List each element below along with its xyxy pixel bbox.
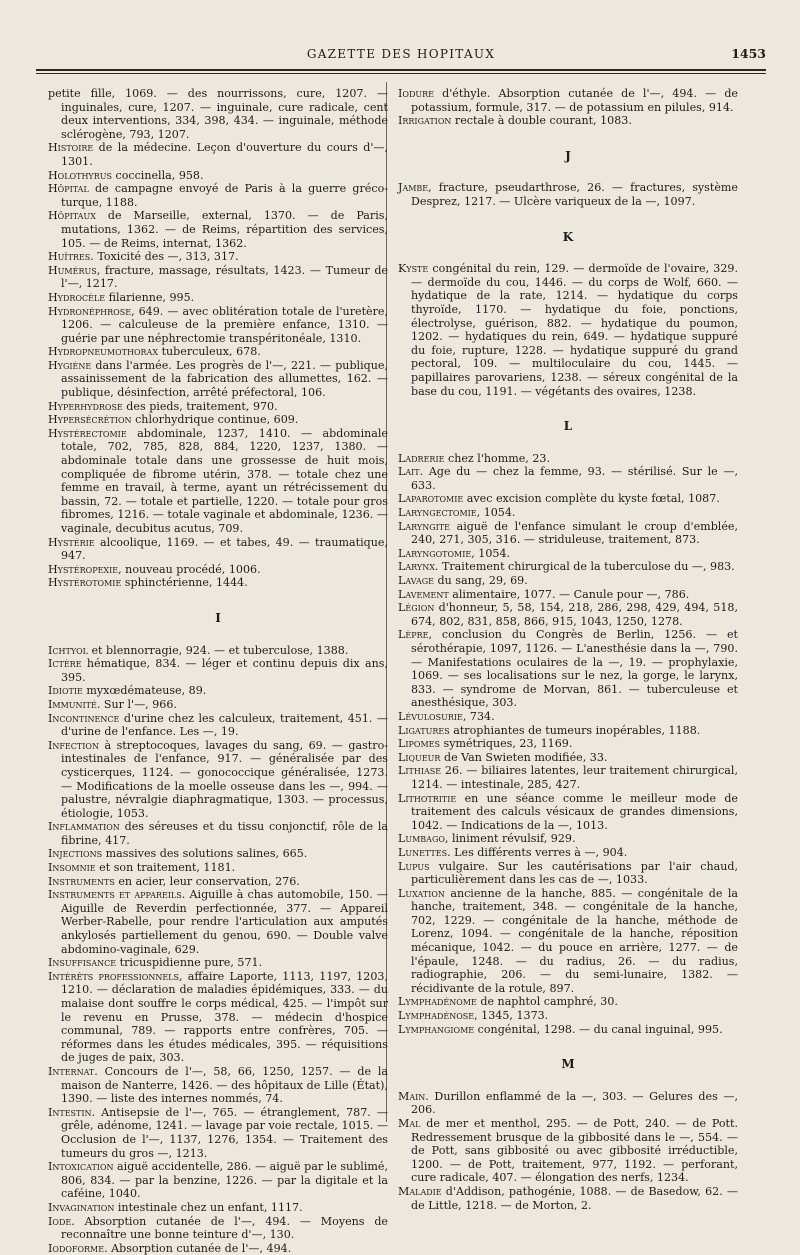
entry-keyword: Jambe [398,181,429,195]
entry-text: . Sur l'—, 966. [96,697,177,711]
index-entry [48,684,388,698]
index-entry [398,1090,738,1117]
entry-text: de campagne envoyé de Paris à la guerre gréco-turque, 1188. [61,182,388,209]
entry-text: . Antisepsie de l'—, 765. — étranglement, 787. — grêle, adénome, 1241. — lavage par voie rectale, 1015. — Occlusion de l'—, 1137, 1276, 1354. — Traitement des tumeurs du gros —, 1213. [61,1105,388,1160]
entry-text: de Marseille, external, 1370. — de Paris, mutations, 1362. — de Reims, répartition des services, 105. — de Reims, internat, 1362. [61,209,388,250]
index-entry [48,305,388,346]
index-entry [398,1023,738,1037]
entry-keyword: Laryngotomie [398,546,472,560]
entry-keyword: Ladrerie [398,451,445,465]
index-group-l [398,452,738,1037]
entry-text: symétriques, 23, 1169. [439,737,573,751]
entry-keyword: Iodure [398,87,434,100]
entry-keyword: Intoxication [48,1160,114,1174]
page-number: 1453 [731,46,766,61]
index-entry [48,141,388,168]
index-entry [398,887,738,996]
entry-keyword: Holothyrus [48,168,112,182]
entry-text: ancienne de la hanche, 885. — congénitale de la hanche, traitement, 348. — congénitale de la hanche, 702, 1229. — congénitale de la hanche, méthode de Lorenz, 1094. — congénitale de la hanche, réposition mécanique, 1042. — du pouce en arrière, 1277. — de l'épaule, 1248. — du radius, 26. — du radius, radiographie, 206. — du semi-lunaire, 1382. — récidivante de la rotule, 897. [411,886,738,995]
index-entry [48,888,388,956]
header-rule-thin [36,73,766,74]
entry-text: vulgaire. Sur les cautérisations par l'air chaud, particulièrement dans les cas de —, 1033. [411,859,738,887]
entry-text: , 1054. [476,506,516,520]
entry-keyword: Incontinence [48,711,120,725]
index-entry [398,846,738,860]
entry-text: , 1345, 1373. [474,1009,549,1023]
left-column [48,87,388,1255]
entry-keyword: Immunité [48,697,97,711]
entry-text: . Durillon enflammé de la —, 303. — Gelures des —, 206. [411,1089,738,1117]
entry-keyword: Lunettes [398,845,448,859]
entry-text: filarienne, 995. [105,290,195,304]
entry-keyword: Hystérectomie [48,426,127,440]
index-entry [48,956,388,970]
index-entry [48,1106,388,1160]
entry-keyword: Légion [398,601,435,615]
entry-text: d'Addison, pathogénie, 1088. — de Basedow, 62. — de Little, 1218. — de Morton, 2. [411,1184,738,1212]
entry-text: aiguë accidentelle, 286. — aiguë par le sublimé, 806, 834. — par la benzine, 1226. — par la digitale et la caféine, 1040. [61,1160,388,1201]
entry-keyword: Hydropneumothorax [48,345,159,359]
section-letter-j: J [565,148,571,163]
entry-text: congénital du rein, 129. — dermoïde de l'ovaire, 329. — dermoïde du cou, 1446. — du corps de Wolf, 660. — hydatique de la rate, 1214. — hydatique du corps thyroïde, 1170. — hydatique du foie, ponctions, électrolyse, guérison, 882. — hydatique du poumon, 1202. — hydatiques du rein, 649. — hydatique suppuré du foie, rupture, 1228. — hydatique suppuré du grand pectoral, 109. — multiloculaire du cou, 1445. — papillaires parovariens, 1238. — séreux congénital de la base du cou, 1191. — végétants des ovaires, 1238. [411,262,738,398]
entry-text: . Aiguille à chas automobile, 150. — Aiguille de Reverdin perfectionnée, 377. — Appareil Werber-Rabelle, pour rendre l'articulation aux amputés ankylosés partiellement du genou, 690. — Double valve abdomino-vaginale, 629. [61,888,388,956]
index-group-j [398,181,738,208]
entry-text: dans l'armée. Les progrès de l'—, 221. — publique, assainissement de la fabrication des allumettes, 162. — publique, désinfection, arrêté préfectoral, 106. [61,358,388,400]
entry-text: , conclusion du Congrès de Berlin, 1256. — et sérothérapie, 1097, 1126. — L'anesthésie dans la —, 790. — Manifestations oculaires de la —, 19. — prophylaxie, 1069. — ses localisations sur le nez, la gorge, le larynx, 833. — syndrome de Morvan, 861. — tuberculeuse et anesthésique, 303. [411,628,738,710]
entry-keyword: Lait [398,465,420,479]
index-entry [398,737,738,751]
entry-keyword: Lèpre [398,628,429,642]
entry-keyword: Lipomes [398,737,440,751]
index-entry [398,547,738,561]
index-entry [48,291,388,305]
index-group-m [398,1090,738,1212]
entry-text: de la médecine. Leçon d'ouverture du cours d'—, 1301. [61,141,388,168]
index-entry [398,452,738,466]
section-letter-m: M [561,1057,575,1072]
entry-keyword: Lavement [398,587,449,601]
entry-keyword: Iode [48,1214,72,1228]
index-entry [48,169,388,183]
entry-keyword: Luxation [398,886,445,900]
index-entry [398,751,738,765]
index-entry [48,712,388,739]
index-entry [398,87,738,114]
entry-keyword: Ligatures [398,723,450,737]
entry-text: à streptocoques, lavages du sang, 69. — gastro-intestinales de l'enfance, 917. — généralisée par des cysticerques, 1124. — gonococcique généralisée, 1273. — Modifications de la moelle osseuse dans les —, 994. — palustre, névralgie diaphragmatique, 1303. — processus, étiologie, 1053. [61,738,388,820]
index-group-h [48,87,388,590]
entry-keyword: Hystéropexie [48,562,119,576]
index-entry [48,563,388,577]
entry-text: , affaire Laporte, 1113, 1197, 1203, 1210. — déclaration de maladies épidémiques, 333. — du malaise dont souffre le corps médical, 425. — l'impôt sur le revenu en Prusse, 378. — médecin d'hospice communal, 789. — rapports entre confrères, 705. — réformes dans les études médicales, 395. — réquisitions de juges de paix, 303. [61,969,388,1065]
index-entry [48,644,388,658]
entry-keyword: Intérêts professionnels [48,969,179,983]
index-entry [398,465,738,492]
entry-keyword: Humérus [48,263,97,277]
index-entry [398,181,738,208]
section-letter-k: K [562,229,574,244]
index-entry [48,1242,388,1255]
entry-keyword: Hydrocèle [48,290,106,304]
entry-text: myxœdémateuse, 89. [82,684,207,698]
entry-keyword: Liqueur [398,750,441,764]
index-entry [48,209,388,250]
index-entry [48,250,388,264]
entry-text: d'honneur, 5, 58, 154, 218, 286, 298, 429, 494, 518, 674, 802, 831, 858, 866, 915, 1043, 1250, 1278. [411,601,738,628]
section-letter-i: I [215,610,221,625]
index-entry [48,182,388,209]
entry-keyword: Lévulosurie [398,709,463,723]
index-entry [398,601,738,628]
entry-text: aiguë de l'enfance simulant le croup d'emblée, 240, 271, 305, 316. — striduleuse, traitement, 873. [411,519,738,547]
entry-keyword: Invagination [48,1200,115,1214]
index-entry [398,560,738,574]
index-entry [398,588,738,602]
entry-text: d'urine chez les calculeux, traitement, 451. — d'urine de l'enfance. Les —, 19. [61,711,388,739]
index-entry [48,264,388,291]
index-entry [48,1160,388,1201]
index-entry [48,413,388,427]
index-entry [398,1117,738,1185]
entry-keyword: Intestin [48,1105,92,1119]
index-entry [398,710,738,724]
index-entry [48,861,388,875]
index-entry [398,574,738,588]
entry-text: des séreuses et du tissu conjonctif, rôle de la fibrine, 417. [61,820,388,847]
entry-text: . Traitement chirurgical de la tuberculose du —, 983. [434,560,735,574]
entry-keyword: Histoire [48,141,94,155]
index-group-i-cont [398,87,738,128]
index-entry [398,792,738,833]
index-entry [48,576,388,590]
entry-text: du sang, 29, 69. [434,574,528,588]
index-entry [48,400,388,414]
index-entry [48,657,388,684]
entry-text: . Age du — chez la femme, 93. — stérilisé. Sur le —, 633. [411,465,738,492]
entry-text: atrophiantes de tumeurs inopérables, 1188. [449,723,701,737]
entry-keyword: Laparotomie [398,492,464,506]
entry-text: abdominale, 1237, 1410. — abdominale totale, 702, 785, 828, 884, 1220, 1237, 1380. — abdominale totale dans une grossesse de huit mois, compliquée de fibrome utérin, 378. — totale chez une femme en travail, à terme, ayant un rétrécissement du bassin, 72. — totale et partielle, 1220. — totale pour gros fibromes, 1216. — totale vaginale et abdominale, 1236. — vaginale, decubitus acutus, 709. [61,426,388,535]
entry-keyword: Hôpitaux [48,209,96,223]
entry-text: en acier, leur conservation, 276. [114,874,300,888]
entry-keyword: Iodoforme [48,1241,105,1255]
entry-keyword: Hystérie [48,535,95,549]
entry-text: de mer et menthol, 295. — de Pott, 240. — de Pott. Redressement brusque de la gibbosité dans le —, 554. — de Pott, sans gibbosité ou avec gibbosité irréductible, 1200. — de Pott, traitement, 977, 1192. — perforant, cure radicale, 407. — élongation des nerfs, 1234. [411,1117,738,1185]
entry-text: coccinella, 958. [111,168,204,182]
index-entry [398,1185,738,1212]
entry-keyword: Infection [48,738,99,752]
entry-text: des pieds, traitement, 970. [122,399,278,413]
entry-text: rectale à double courant, 1083. [451,114,632,128]
entry-keyword: Kyste [398,262,429,276]
entry-text: alcoolique, 1169. — et tabes, 49. — traumatique, 947. [61,535,388,563]
index-entry [48,536,388,563]
entry-text: , nouveau procédé, 1006. [118,562,261,576]
entry-text: , fracture, pseudarthrose, 26. — fractures, système Desprez, 1217. — Ulcère variqueux de la —, 1097. [411,181,738,208]
entry-text: , 734. [462,709,495,723]
entry-keyword: Hygiène [48,358,92,372]
entry-text: de naphtol camphré, 30. [476,995,618,1009]
index-entry [398,724,738,738]
entry-keyword: Hyperhydrose [48,399,123,413]
entry-keyword: Main [398,1089,426,1103]
page-header [36,44,766,66]
entry-keyword: Ictère [48,657,82,671]
index-entry [398,860,738,887]
entry-text: et son traitement, 1181. [95,861,236,875]
index-entry [398,506,738,520]
index-entry [398,1009,738,1023]
entry-text: , liniment révulsif, 929. [444,832,576,846]
index-entry [48,87,388,141]
entry-keyword: Internat [48,1064,95,1078]
entry-text: congénital, 1298. — du canal inguinal, 995. [474,1022,723,1036]
entry-text: , 649. — avec oblitération totale de l'uretère, 1206. — calculeuse de la première enfance, 1310. — guérie par une néphrectomie transpéritonéale, 1310. [61,304,388,345]
section-letter-l: L [563,419,573,434]
index-group-k [398,262,738,398]
index-entry [398,520,738,547]
index-entry [48,345,388,359]
entry-keyword: Lymphangiome [398,1022,475,1036]
index-entry [398,628,738,710]
entry-keyword: Instruments et appareils [48,888,182,902]
index-entry [398,764,738,791]
entry-keyword: Inflammation [48,820,120,834]
index-entry [48,820,388,847]
entry-text: d'éthyle. Absorption cutanée de l'—, 494. — de potassium, formule, 317. — de potassium en pilules, 914. [411,87,738,114]
entry-text: de Van Swieten modifiée, 33. [440,750,608,764]
entry-keyword: Hydronéphrose [48,304,132,318]
entry-keyword: Maladie [398,1184,442,1198]
entry-text: et blennorragie, 924. — et tuberculose, 1388. [87,643,349,657]
entry-keyword: Lumbago [398,832,445,846]
right-column [398,87,738,1212]
entry-keyword: Lithotritie [398,791,457,805]
entry-text: tricuspidienne pure, 571. [116,956,263,970]
entry-keyword: Huîtres [48,250,91,264]
entry-text: . Concours de l'—, 58, 66, 1250, 1257. — de la maison de Nanterre, 1426. — des hôpitaux de Lille (État), 1390. — liste des internes nommés, 74. [61,1064,388,1106]
entry-text: sphinctérienne, 1444. [121,576,248,590]
entry-keyword: Irrigation [398,114,452,128]
entry-keyword: Hystérotomie [48,576,122,590]
entry-keyword: Hypersécrétion [48,413,132,427]
header-rule-thick [36,69,766,71]
entry-keyword: Instruments [48,874,115,888]
entry-keyword: Lupus [398,859,430,873]
entry-keyword: Mal [398,1117,421,1130]
entry-keyword: Laryngectomie [398,506,477,520]
entry-keyword: Laryngite [398,519,450,533]
entry-keyword: Ichtyol [48,643,88,657]
journal-title: GAZETTE DES HOPITAUX [306,47,496,61]
index-entry [48,739,388,821]
index-entry [398,832,738,846]
entry-text: , fracture, massage, résultats, 1423. — Tumeur de l'—, 1217. [61,263,388,291]
entry-text: . Absorption cutanée de l'—, 494. — Moyens de reconnaître une bonne teinture d'—, 130. [61,1214,388,1242]
index-entry [398,114,738,128]
entry-keyword: Injections [48,847,103,861]
entry-text: alimentaire, 1077. — Canule pour —, 786. [448,587,690,601]
entry-text: intestinale chez un enfant, 1117. [114,1200,303,1214]
entry-keyword: Hôpital [48,182,89,196]
index-entry [48,1215,388,1242]
entry-text: petite fille, 1069. — des nourrissons, cure, 1207. — inguinales, cure, 1207. — inguinale, cure radicale, cent deux interventions, 334, 398, 434. — inguinale, méthode sclérogène, 793, 1207. [48,87,388,141]
entry-keyword: Lithiase [398,764,442,778]
entry-keyword: Insuffisance [48,956,117,970]
index-entry [48,359,388,400]
index-entry [48,427,388,536]
entry-text: massives des solutions salines, 665. [102,847,308,861]
entry-text: . Toxicité des —, 313, 317. [90,250,239,264]
entry-text: hématique, 834. — léger et continu depuis dix ans, 395. [61,657,388,684]
entry-keyword: Larynx [398,560,435,574]
entry-keyword: Idiotie [48,684,83,698]
entry-keyword: Lymphadénose [398,1009,475,1023]
entry-keyword: Insomnie [48,861,96,875]
entry-text: avec excision complète du kyste fœtal, 1087. [463,492,720,506]
index-entry [398,995,738,1009]
index-group-i [48,644,388,1255]
entry-text: chez l'homme, 23. [444,451,550,465]
index-entry [48,1065,388,1106]
entry-text: , 1054. [471,546,511,560]
index-entry [398,262,738,398]
entry-text: tuberculeux, 678. [158,345,261,359]
index-entry [48,875,388,889]
entry-text: en une séance comme le meilleur mode de traitement des calculs vésicaux de grandes dimensions, 1042. — Indications de la —, 1013. [411,791,738,832]
entry-text: . Absorption cutanée de l'—, 494. [104,1241,292,1255]
entry-keyword: Lavage [398,574,434,588]
index-entry [48,970,388,1065]
entry-text: chlorhydrique continue, 609. [131,413,299,427]
index-entry [48,1201,388,1215]
entry-text: 26. — biliaires latentes, leur traitement chirurgical, 1214. — intestinale, 285, 427. [411,764,738,791]
index-entry [48,847,388,861]
entry-keyword: Lymphadénome [398,995,477,1009]
index-entry [48,698,388,712]
index-entry [398,492,738,506]
entry-text: . Les différents verres à —, 904. [447,845,628,859]
